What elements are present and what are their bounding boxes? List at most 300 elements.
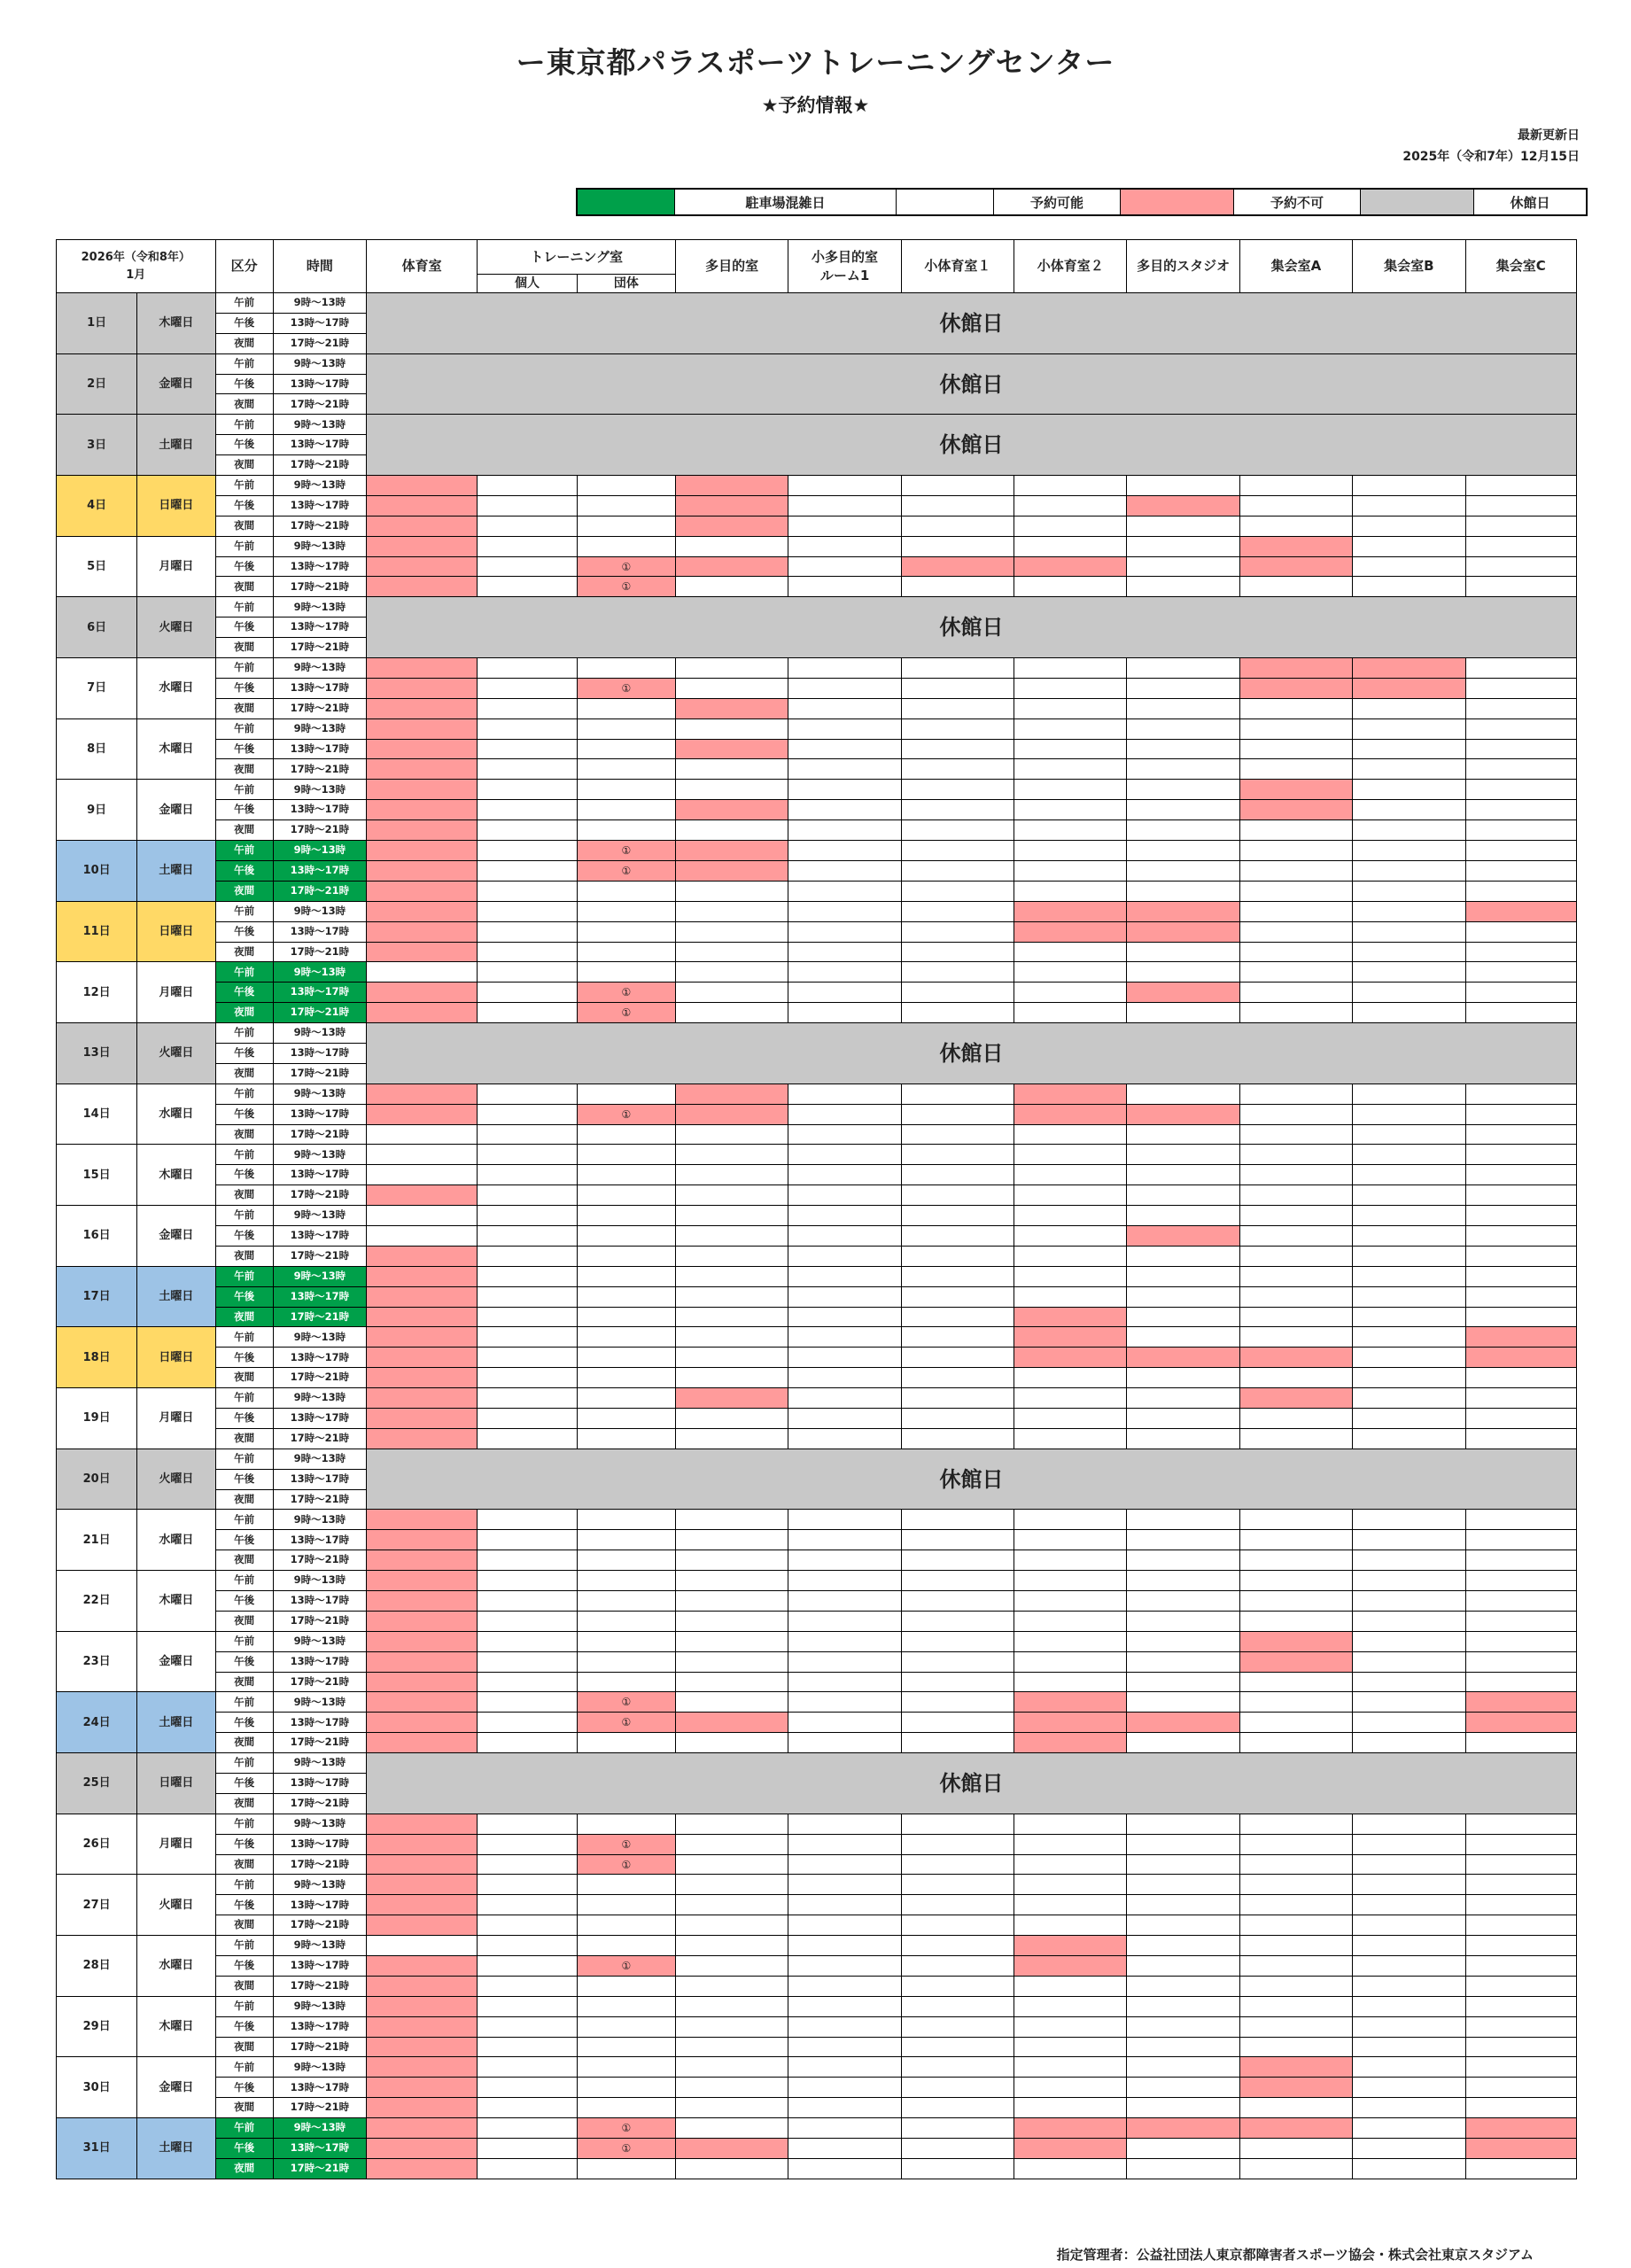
slot-available[interactable]: [788, 1286, 901, 1307]
slot-available[interactable]: [901, 1003, 1014, 1023]
slot-available[interactable]: [1127, 2037, 1239, 2057]
slot-available[interactable]: [1465, 881, 1576, 901]
slot-available[interactable]: [1465, 800, 1576, 820]
slot-available[interactable]: [788, 860, 901, 881]
slot-available[interactable]: [1353, 2139, 1465, 2159]
slot-available[interactable]: [901, 1976, 1014, 1996]
slot-available[interactable]: [901, 1651, 1014, 1672]
slot-available[interactable]: [901, 698, 1014, 718]
slot-available[interactable]: [788, 780, 901, 800]
slot-available[interactable]: [1465, 1550, 1576, 1571]
slot-unavailable[interactable]: [1353, 658, 1465, 679]
slot-available[interactable]: [1353, 983, 1465, 1003]
slot-available[interactable]: [1465, 1368, 1576, 1388]
slot-available[interactable]: [1127, 1286, 1239, 1307]
slot-available[interactable]: [901, 1530, 1014, 1550]
slot-available[interactable]: [1127, 1936, 1239, 1956]
slot-available[interactable]: [676, 1976, 788, 1996]
slot-available[interactable]: [901, 1348, 1014, 1368]
slot-available[interactable]: [1014, 942, 1127, 962]
slot-available[interactable]: [1239, 841, 1352, 861]
slot-available[interactable]: [1465, 921, 1576, 942]
slot-available[interactable]: [478, 1348, 577, 1368]
slot-available[interactable]: [1239, 942, 1352, 962]
slot-available[interactable]: [478, 2057, 577, 2078]
slot-unavailable[interactable]: [367, 1996, 478, 2016]
slot-available[interactable]: [1353, 718, 1465, 739]
slot-unavailable[interactable]: [1465, 2118, 1576, 2139]
slot-available[interactable]: [901, 921, 1014, 942]
slot-unavailable[interactable]: [676, 841, 788, 861]
slot-available[interactable]: [1127, 2078, 1239, 2098]
slot-available[interactable]: [1014, 1003, 1127, 1023]
slot-unavailable[interactable]: [367, 1307, 478, 1327]
slot-available[interactable]: [577, 516, 675, 536]
slot-available[interactable]: [1353, 536, 1465, 556]
slot-available[interactable]: [1465, 1571, 1576, 1591]
slot-unavailable[interactable]: [367, 983, 478, 1003]
slot-available[interactable]: [788, 1348, 901, 1368]
slot-available[interactable]: [1014, 495, 1127, 516]
slot-available[interactable]: [901, 1591, 1014, 1612]
slot-unavailable[interactable]: [1014, 1713, 1127, 1733]
slot-available[interactable]: [676, 1266, 788, 1286]
slot-available[interactable]: [788, 1834, 901, 1854]
slot-available[interactable]: [1014, 1915, 1127, 1936]
slot-unavailable[interactable]: [367, 556, 478, 577]
slot-available[interactable]: [1353, 1895, 1465, 1915]
slot-available[interactable]: [478, 1266, 577, 1286]
slot-available[interactable]: [1353, 1733, 1465, 1753]
slot-available[interactable]: [577, 2158, 675, 2179]
slot-unavailable[interactable]: [367, 2078, 478, 2098]
slot-available[interactable]: [1014, 1895, 1127, 1915]
slot-available[interactable]: [1465, 1185, 1576, 1206]
slot-available[interactable]: [577, 1510, 675, 1530]
slot-unavailable[interactable]: [367, 1956, 478, 1977]
slot-available[interactable]: [788, 1368, 901, 1388]
slot-available[interactable]: [788, 921, 901, 942]
slot-available[interactable]: [901, 1996, 1014, 2016]
slot-available[interactable]: [676, 1206, 788, 1226]
slot-unavailable[interactable]: [367, 1915, 478, 1936]
slot-available[interactable]: [478, 536, 577, 556]
slot-unavailable[interactable]: [367, 1631, 478, 1651]
slot-available[interactable]: [1014, 1591, 1127, 1612]
slot-available[interactable]: [676, 1286, 788, 1307]
slot-available[interactable]: [478, 1307, 577, 1327]
slot-available[interactable]: [1239, 1266, 1352, 1286]
slot-available[interactable]: [901, 2098, 1014, 2118]
slot-available[interactable]: [1465, 1084, 1576, 1104]
slot-unavailable[interactable]: ①: [577, 1713, 675, 1733]
slot-available[interactable]: [1353, 1307, 1465, 1327]
slot-available[interactable]: [577, 800, 675, 820]
slot-available[interactable]: [788, 2118, 901, 2139]
slot-available[interactable]: [788, 1408, 901, 1428]
slot-available[interactable]: [577, 1530, 675, 1550]
slot-available[interactable]: [1239, 1225, 1352, 1246]
slot-available[interactable]: [1127, 942, 1239, 962]
slot-unavailable[interactable]: [1127, 1104, 1239, 1124]
slot-unavailable[interactable]: ①: [577, 1692, 675, 1713]
slot-available[interactable]: [788, 1246, 901, 1266]
slot-available[interactable]: [788, 1266, 901, 1286]
slot-available[interactable]: [1353, 1246, 1465, 1266]
slot-available[interactable]: [1465, 556, 1576, 577]
slot-available[interactable]: [1465, 860, 1576, 881]
slot-available[interactable]: [1465, 577, 1576, 597]
slot-available[interactable]: [1014, 1631, 1127, 1651]
slot-available[interactable]: [676, 1611, 788, 1631]
slot-available[interactable]: [1353, 1976, 1465, 1996]
slot-available[interactable]: [1465, 820, 1576, 841]
slot-available[interactable]: [1353, 2098, 1465, 2118]
slot-available[interactable]: [577, 1631, 675, 1651]
slot-available[interactable]: [478, 2016, 577, 2037]
slot-available[interactable]: [1353, 495, 1465, 516]
slot-available[interactable]: [478, 1388, 577, 1409]
slot-available[interactable]: [1239, 1976, 1352, 1996]
slot-available[interactable]: [478, 1895, 577, 1915]
slot-available[interactable]: [478, 2037, 577, 2057]
slot-available[interactable]: [676, 1733, 788, 1753]
slot-available[interactable]: [1239, 1327, 1352, 1348]
slot-available[interactable]: [1353, 577, 1465, 597]
slot-available[interactable]: [676, 1814, 788, 1834]
slot-available[interactable]: [1239, 1185, 1352, 1206]
slot-available[interactable]: [1353, 780, 1465, 800]
slot-unavailable[interactable]: [367, 841, 478, 861]
slot-available[interactable]: [478, 1915, 577, 1936]
slot-unavailable[interactable]: [367, 1672, 478, 1692]
slot-available[interactable]: [577, 1996, 675, 2016]
slot-available[interactable]: [367, 1145, 478, 1165]
slot-available[interactable]: [1127, 1307, 1239, 1327]
slot-available[interactable]: [1353, 1915, 1465, 1936]
slot-unavailable[interactable]: [1239, 1348, 1352, 1368]
slot-available[interactable]: [1353, 942, 1465, 962]
slot-available[interactable]: [788, 1388, 901, 1409]
slot-unavailable[interactable]: [367, 739, 478, 759]
slot-available[interactable]: [1239, 1165, 1352, 1185]
slot-unavailable[interactable]: [367, 1854, 478, 1875]
slot-available[interactable]: [1465, 1631, 1576, 1651]
slot-available[interactable]: [577, 2037, 675, 2057]
slot-available[interactable]: [478, 556, 577, 577]
slot-available[interactable]: [1014, 1814, 1127, 1834]
slot-available[interactable]: [901, 2078, 1014, 2098]
slot-available[interactable]: [1353, 1185, 1465, 1206]
slot-available[interactable]: [901, 1225, 1014, 1246]
slot-unavailable[interactable]: [367, 1611, 478, 1631]
slot-available[interactable]: [788, 2037, 901, 2057]
slot-available[interactable]: [788, 1571, 901, 1591]
slot-available[interactable]: [1353, 1571, 1465, 1591]
slot-available[interactable]: [1014, 1530, 1127, 1550]
slot-available[interactable]: [478, 1124, 577, 1145]
slot-available[interactable]: [1465, 1996, 1576, 2016]
slot-available[interactable]: [577, 759, 675, 780]
slot-unavailable[interactable]: [676, 860, 788, 881]
slot-available[interactable]: [676, 2118, 788, 2139]
slot-available[interactable]: [1014, 1428, 1127, 1449]
slot-available[interactable]: [1465, 495, 1576, 516]
slot-available[interactable]: [901, 1631, 1014, 1651]
slot-available[interactable]: [478, 1510, 577, 1530]
slot-available[interactable]: [1239, 1307, 1352, 1327]
slot-available[interactable]: [577, 881, 675, 901]
slot-available[interactable]: [478, 1631, 577, 1651]
slot-available[interactable]: [1353, 1348, 1465, 1368]
slot-unavailable[interactable]: [367, 718, 478, 739]
slot-available[interactable]: [676, 1165, 788, 1185]
slot-available[interactable]: [901, 2057, 1014, 2078]
slot-available[interactable]: [1127, 1651, 1239, 1672]
slot-available[interactable]: [676, 881, 788, 901]
slot-available[interactable]: [676, 1956, 788, 1977]
slot-available[interactable]: [1127, 658, 1239, 679]
slot-available[interactable]: [1239, 1915, 1352, 1936]
slot-available[interactable]: [1014, 536, 1127, 556]
slot-available[interactable]: [901, 678, 1014, 698]
slot-available[interactable]: [788, 476, 901, 496]
slot-available[interactable]: [1353, 1611, 1465, 1631]
slot-unavailable[interactable]: [1127, 1348, 1239, 1368]
slot-available[interactable]: [676, 2057, 788, 2078]
slot-available[interactable]: [478, 1408, 577, 1428]
slot-available[interactable]: [788, 1692, 901, 1713]
slot-unavailable[interactable]: [367, 2118, 478, 2139]
slot-available[interactable]: [1353, 1875, 1465, 1895]
slot-available[interactable]: [1127, 881, 1239, 901]
slot-available[interactable]: [1127, 1814, 1239, 1834]
slot-available[interactable]: [1127, 1206, 1239, 1226]
slot-available[interactable]: [1353, 841, 1465, 861]
slot-available[interactable]: [577, 1611, 675, 1631]
slot-unavailable[interactable]: [1239, 536, 1352, 556]
slot-available[interactable]: [478, 1692, 577, 1713]
slot-available[interactable]: [1127, 1266, 1239, 1286]
slot-available[interactable]: [1353, 1996, 1465, 2016]
slot-available[interactable]: [478, 1651, 577, 1672]
slot-available[interactable]: [1014, 841, 1127, 861]
slot-available[interactable]: [1465, 1165, 1576, 1185]
slot-available[interactable]: [1465, 1672, 1576, 1692]
slot-unavailable[interactable]: [1014, 901, 1127, 921]
slot-available[interactable]: [1127, 1124, 1239, 1145]
slot-available[interactable]: [1353, 962, 1465, 983]
slot-unavailable[interactable]: [1014, 1104, 1127, 1124]
slot-unavailable[interactable]: [367, 2057, 478, 2078]
slot-available[interactable]: [478, 1672, 577, 1692]
slot-unavailable[interactable]: [676, 1388, 788, 1409]
slot-available[interactable]: [901, 1956, 1014, 1977]
slot-available[interactable]: [1353, 1165, 1465, 1185]
slot-unavailable[interactable]: [367, 658, 478, 679]
slot-available[interactable]: [676, 1550, 788, 1571]
slot-available[interactable]: [1127, 1327, 1239, 1348]
slot-available[interactable]: [1239, 1936, 1352, 1956]
slot-unavailable[interactable]: [367, 1713, 478, 1733]
slot-available[interactable]: [478, 1814, 577, 1834]
slot-available[interactable]: [1353, 1692, 1465, 1713]
slot-unavailable[interactable]: [367, 1185, 478, 1206]
slot-available[interactable]: [1014, 1185, 1127, 1206]
slot-available[interactable]: [1353, 1003, 1465, 1023]
slot-available[interactable]: [1014, 759, 1127, 780]
slot-unavailable[interactable]: [1239, 1388, 1352, 1409]
slot-available[interactable]: [1014, 1571, 1127, 1591]
slot-available[interactable]: [1014, 1996, 1127, 2016]
slot-available[interactable]: [1014, 962, 1127, 983]
slot-available[interactable]: [901, 820, 1014, 841]
slot-available[interactable]: [1353, 2078, 1465, 2098]
slot-available[interactable]: [1127, 962, 1239, 983]
slot-available[interactable]: [901, 1104, 1014, 1124]
slot-available[interactable]: [1465, 1408, 1576, 1428]
slot-available[interactable]: [901, 1124, 1014, 1145]
slot-available[interactable]: [901, 983, 1014, 1003]
slot-available[interactable]: [1014, 2158, 1127, 2179]
slot-available[interactable]: [1127, 577, 1239, 597]
slot-available[interactable]: [901, 718, 1014, 739]
slot-available[interactable]: [1014, 658, 1127, 679]
slot-available[interactable]: [1465, 1854, 1576, 1875]
slot-available[interactable]: [367, 1165, 478, 1185]
slot-available[interactable]: [1353, 1286, 1465, 1307]
slot-available[interactable]: [901, 2037, 1014, 2057]
slot-available[interactable]: [1127, 536, 1239, 556]
slot-available[interactable]: [901, 1692, 1014, 1713]
slot-available[interactable]: [1014, 476, 1127, 496]
slot-available[interactable]: [788, 1104, 901, 1124]
slot-available[interactable]: [1239, 698, 1352, 718]
slot-available[interactable]: [577, 1550, 675, 1571]
slot-available[interactable]: [1465, 2078, 1576, 2098]
slot-unavailable[interactable]: [1127, 495, 1239, 516]
slot-available[interactable]: [577, 1368, 675, 1388]
slot-available[interactable]: [1127, 476, 1239, 496]
slot-available[interactable]: [1014, 1225, 1127, 1246]
slot-available[interactable]: [676, 1591, 788, 1612]
slot-available[interactable]: [676, 1510, 788, 1530]
slot-available[interactable]: [901, 1408, 1014, 1428]
slot-available[interactable]: [1353, 476, 1465, 496]
slot-available[interactable]: [1239, 1145, 1352, 1165]
slot-available[interactable]: [577, 1327, 675, 1348]
slot-available[interactable]: [478, 1246, 577, 1266]
slot-unavailable[interactable]: [367, 780, 478, 800]
slot-available[interactable]: [577, 962, 675, 983]
slot-available[interactable]: [676, 718, 788, 739]
slot-available[interactable]: [577, 1225, 675, 1246]
slot-available[interactable]: [1239, 921, 1352, 942]
slot-available[interactable]: [788, 2158, 901, 2179]
slot-unavailable[interactable]: [367, 1692, 478, 1713]
slot-available[interactable]: [1014, 1834, 1127, 1854]
slot-available[interactable]: [1127, 1388, 1239, 1409]
slot-available[interactable]: [1239, 516, 1352, 536]
slot-available[interactable]: [1127, 1915, 1239, 1936]
slot-available[interactable]: [577, 1266, 675, 1286]
slot-available[interactable]: [478, 1428, 577, 1449]
slot-available[interactable]: [1239, 1713, 1352, 1733]
slot-available[interactable]: [1465, 2057, 1576, 2078]
slot-available[interactable]: [367, 962, 478, 983]
slot-available[interactable]: [1014, 983, 1127, 1003]
slot-unavailable[interactable]: ①: [577, 678, 675, 698]
slot-available[interactable]: [577, 1672, 675, 1692]
slot-available[interactable]: [1127, 1895, 1239, 1915]
slot-unavailable[interactable]: ①: [577, 1854, 675, 1875]
slot-available[interactable]: [1353, 800, 1465, 820]
slot-available[interactable]: [788, 1611, 901, 1631]
slot-available[interactable]: [676, 1571, 788, 1591]
slot-unavailable[interactable]: [367, 2037, 478, 2057]
slot-available[interactable]: [1465, 2098, 1576, 2118]
slot-unavailable[interactable]: [367, 1571, 478, 1591]
slot-available[interactable]: [1239, 2037, 1352, 2057]
slot-available[interactable]: [478, 1145, 577, 1165]
slot-available[interactable]: [901, 2118, 1014, 2139]
slot-available[interactable]: [788, 1814, 901, 1834]
slot-available[interactable]: [1465, 1206, 1576, 1226]
slot-available[interactable]: [1239, 1571, 1352, 1591]
slot-unavailable[interactable]: [1014, 1307, 1127, 1327]
slot-available[interactable]: [577, 1591, 675, 1612]
slot-available[interactable]: [901, 1185, 1014, 1206]
slot-available[interactable]: [577, 1936, 675, 1956]
slot-available[interactable]: [788, 881, 901, 901]
slot-unavailable[interactable]: ①: [577, 1956, 675, 1977]
slot-available[interactable]: [788, 516, 901, 536]
slot-available[interactable]: [1239, 476, 1352, 496]
slot-available[interactable]: [1127, 1145, 1239, 1165]
slot-unavailable[interactable]: [367, 1834, 478, 1854]
slot-available[interactable]: [1353, 2158, 1465, 2179]
slot-available[interactable]: [1014, 2037, 1127, 2057]
slot-available[interactable]: [1465, 1591, 1576, 1612]
slot-available[interactable]: [1353, 881, 1465, 901]
slot-available[interactable]: [1127, 1428, 1239, 1449]
slot-available[interactable]: [478, 1996, 577, 2016]
slot-available[interactable]: [478, 901, 577, 921]
slot-unavailable[interactable]: [1465, 1327, 1576, 1348]
slot-available[interactable]: [478, 718, 577, 739]
slot-available[interactable]: [788, 759, 901, 780]
slot-available[interactable]: [1239, 1003, 1352, 1023]
slot-available[interactable]: [1465, 780, 1576, 800]
slot-available[interactable]: [1353, 1631, 1465, 1651]
slot-available[interactable]: [1239, 1550, 1352, 1571]
slot-available[interactable]: [901, 1145, 1014, 1165]
slot-available[interactable]: [1239, 1895, 1352, 1915]
slot-available[interactable]: [478, 658, 577, 679]
slot-available[interactable]: [1014, 1266, 1127, 1286]
slot-available[interactable]: [478, 678, 577, 698]
slot-available[interactable]: [577, 1733, 675, 1753]
slot-available[interactable]: [1239, 1956, 1352, 1977]
slot-available[interactable]: [676, 1834, 788, 1854]
slot-unavailable[interactable]: [367, 1530, 478, 1550]
slot-available[interactable]: [1239, 1834, 1352, 1854]
slot-available[interactable]: [676, 1246, 788, 1266]
slot-available[interactable]: [1014, 1550, 1127, 1571]
slot-available[interactable]: [1465, 1976, 1576, 1996]
slot-available[interactable]: [1353, 2118, 1465, 2139]
slot-available[interactable]: [478, 962, 577, 983]
